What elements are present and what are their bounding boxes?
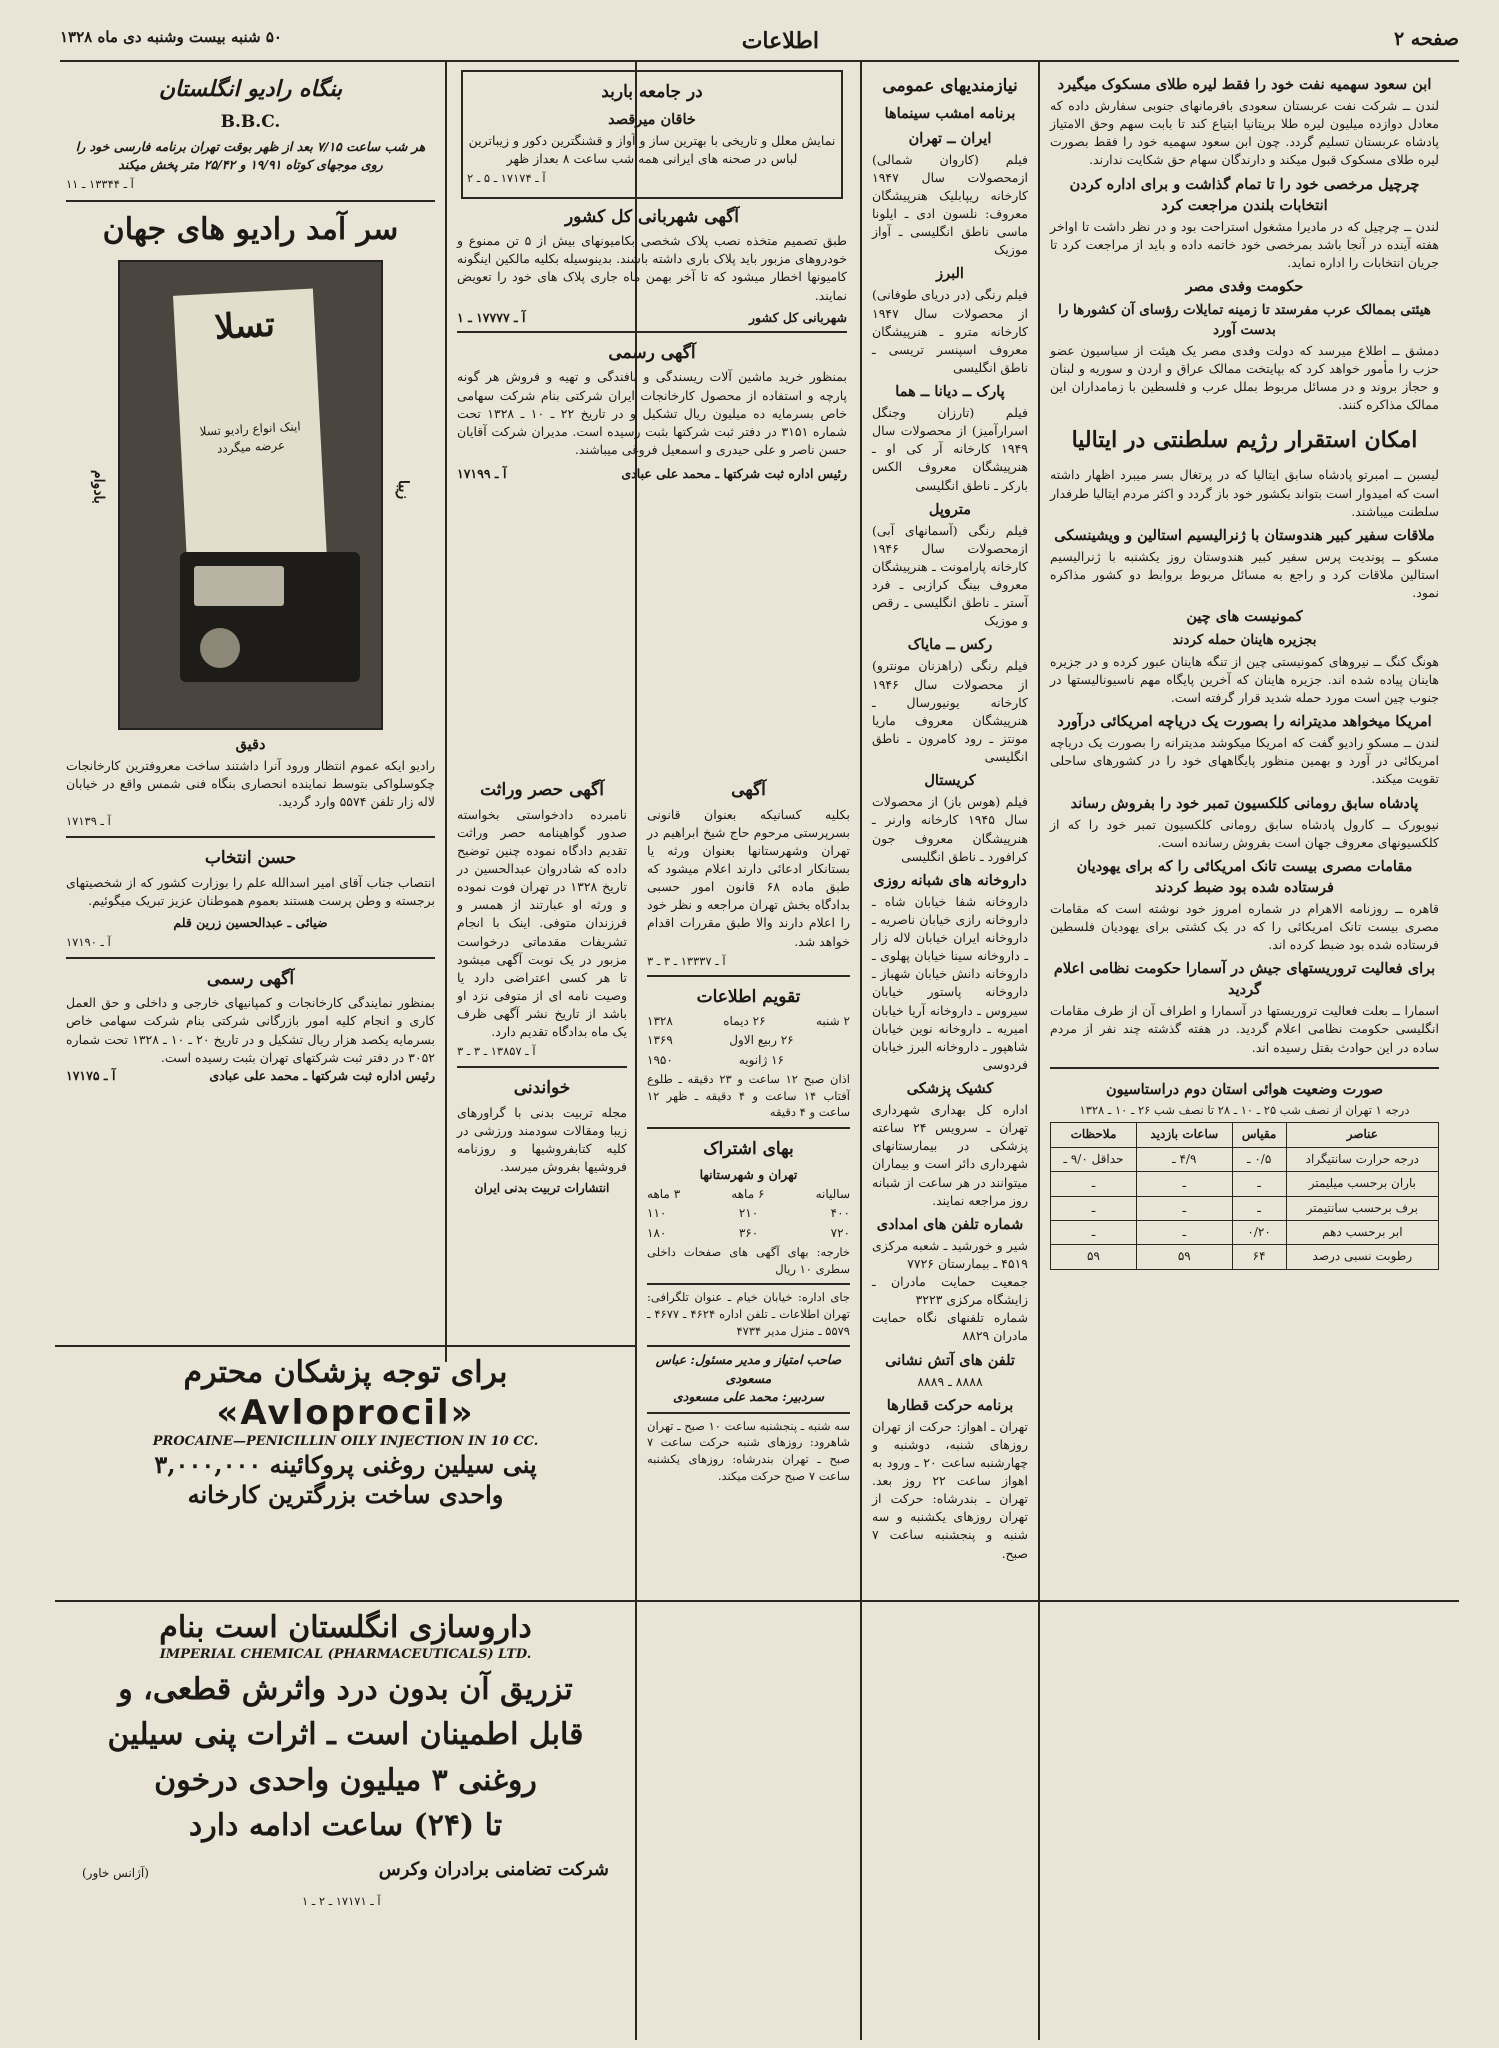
section-subtitle: برنامه امشب سینماها <box>884 104 1016 122</box>
subscription-row <box>647 1186 850 1203</box>
cinema-program: فیلم (تارزان وجنگل اسرارآمیز) از محصولات سال ۱۹۴۹ کارخانه آر کی او ـ هنرپیشگان معروف الکس بارکر ـ ناطق انگلیسی <box>872 405 1028 493</box>
weather-table <box>1050 1122 1439 1269</box>
phone-entry: جمعیت حمایت مادران ـ زایشگاه مرکزی ۳۲۲۳ <box>872 1274 1028 1308</box>
cinema-name: پارک ــ دیانا ــ هما <box>895 383 1005 401</box>
article-text: هونگ کنگ ــ نیروهای کمونیستی چین از تنگه هاینان عبور کرده و در جزیره هاینان پیاده شده اند. جزیره هاینان که آخرین پایگاه مهم ناسیونالیستها در جنوب چین است مورد حمله شدید قرار گرفته است. <box>1050 653 1439 706</box>
police-ad-text: طبق تصمیم متخذه نصب پلاک شخصی بکامیونهای بیش از ۵ تن ممنوع و خودروهای مزبور باید پلاک باری داشته باشند. بدینوسیله بکلیه مالکین اینگونه کامیونها اخطار میشود که تا آخر بهمن ماه جاری پلاک های خود را تعویض نمایند. <box>457 233 847 303</box>
weather-cell: باران برحسب میلیمتر <box>1286 1172 1438 1196</box>
theatre-show: خاقان میرقصد <box>608 110 696 128</box>
weather-cell: ـ <box>1136 1172 1232 1196</box>
headline: ملاقات سفیر کبیر هندوستان با ژنرالیسیم استالین و ویشینسکی <box>1054 526 1435 544</box>
headline: چرچیل مرخصی خود را تا تمام گذاشت و برای اداره کردن انتخابات بلندن مراجعت کرد <box>1069 175 1420 214</box>
bbc-title: بنگاه رادیو انگلستان <box>158 76 343 102</box>
calendar-cell: ۱۳۲۸ <box>647 1013 673 1028</box>
radio-tag: بادوام <box>90 469 107 504</box>
headline: مقامات مصری بیست تانک امریکائی را که برای یهودیان فرستاده شده بود ضبط کردند <box>1076 857 1413 896</box>
radio-ad-title: سر آمد رادیو های جهان <box>66 200 435 252</box>
inheritance-text: نامبرده دادخواستی بخواسته صدور گواهینامه حصر وراثت تقدیم دادگاه نموده چنین توضیح داده که شادروان عبدالحسین در تاریخ ۱۳۲۸ در تهران فوت نموده و ورثه او عبارتند از همسر و فرزندان متوفی. اینک با انجام تشریفات مقدماتی درخواست مزبور در یک نوبت آگهی میشود تا هر کسی اعتراضی دارد یا وصیت نامه ای از متوفی نزد او باشد از تاریخ نشر آگهی ظرف یک ماه بدادگاه تقدیم دارد. <box>457 806 627 1040</box>
distributor: شرکت تضامنی برادران وکرس <box>378 1858 609 1880</box>
weather-cell: ـ <box>1232 1172 1286 1196</box>
weather-cell: ۵۹ <box>1051 1245 1137 1269</box>
headline: کمونیست های چین <box>1186 608 1303 626</box>
ad-code: آ ـ ۱۷۷۷۷ ـ ۱ <box>457 309 526 325</box>
police-ad-footer <box>457 309 847 327</box>
ad-code: آ ـ ۱۷۱۷۴ ـ ۵ ـ ۲ <box>467 170 546 185</box>
radio-dial-icon <box>194 566 284 606</box>
section-title: داروخانه های شبانه روزی <box>873 871 1027 889</box>
calendar-row <box>647 1013 850 1030</box>
weather-row <box>1051 1172 1439 1196</box>
pharmacy-list: داروخانه شفا خیابان شاه ـ داروخانه رازی خیابان ناصریه ـ داروخانه ایران خیابان لاله زار ـ داروخانه سینا خیابان پهلوی ـ داروخانه دانش خیابان شهباز ـ داروخانه پاستور خیابان سیروس ـ داروخانه آریا خیابان امیریه ـ داروخانه نوین خیابان شاهپور ـ داروخانه البرز خیابان فردوسی <box>872 893 1028 1072</box>
article-text: لندن ــ چرچیل که در مادیرا مشغول استراحت بود و در نظر داشت تا اواخر هفته آینده در آنجا باشد بمرخصی خود خاتمه داده و باید از مراجعت کرد تا جریان انتخابات را اداره نماید. <box>1050 218 1439 270</box>
headline: حکومت وفدی مصر <box>1185 277 1304 295</box>
footer-rule <box>55 1600 1459 1602</box>
calendar-cell: ۱۶ ژانویه <box>738 1052 784 1067</box>
radio-ad-image <box>88 260 413 730</box>
cinema-program: فیلم (هوس باز) از محصولات سال ۱۹۴۵ کارخانه وارنر ـ هنرپیشگان معروف جون کرافورد ـ ناطق انگلیسی <box>872 794 1028 864</box>
radio-knob-icon <box>200 628 240 668</box>
column-rule <box>860 62 862 1600</box>
subscription-cell: ۳ ماهه <box>647 1186 681 1201</box>
radio-icon <box>180 552 360 682</box>
fire-phone: ۸۸۸۸ ـ ۸۸۸۹ <box>917 1373 983 1389</box>
article-text: لندن ــ شرکت نفت عربستان سعودی بافرمانهای جنوبی سفارش داده که معادل دوازده میلیون لیره طلا بریتانیا ابتیاع کند تا بابت سهم وحق الامتیاز پادشاه عربستان تسلیم گردد. چون ابن سعود سهمیه خود را فقط بصورت لیره طلای مسکوک قبول میکند و دارندگان سهام حق شکایت ندارند. <box>1050 98 1439 168</box>
cinema-name: ایران ــ تهران <box>908 129 992 147</box>
radio-ad-text: رادیو ایکه عموم انتظار ورود آنرا داشتند ساخت معروفترین کارخانجات چکوسلواکی بتوسط نماینده انحصاری بنگاه فنی شمس واقع در خیابان لاله زار تلفن ۵۵۷۴ وارد گردید. <box>66 757 435 810</box>
subscription-foreign: خارجه: بهای آگهی های صفحات داخلی سطری ۱۰ ریال <box>647 1245 850 1276</box>
weather-box <box>1050 1067 1439 1270</box>
left-column <box>58 66 443 1341</box>
magazine-title: خواندنی <box>513 1077 571 1098</box>
weather-cell: برف برحسب سانتیمتر <box>1286 1196 1438 1220</box>
ad-code: آ ـ ۱۷۱۷۱ ـ ۲ ـ ۱ <box>302 1893 381 1908</box>
subscription-title: بهای اشتراک <box>703 1139 794 1160</box>
ad-line: قابل اطمینان است ـ اثرات پنی سیلین <box>107 1717 584 1753</box>
theatre-text: نمایش معلل و تاریخی با بهترین ساز و آواز و قشنگترین دکور و زیباترین لباس در صحنه های ایرانی همه شب ساعت ۸ بعداز ظهر <box>468 132 836 166</box>
radio-photo <box>118 260 383 730</box>
official-ad-title: آگهی رسمی <box>206 968 295 989</box>
section-title: شماره تلفن های امدادی <box>876 1215 1024 1233</box>
subscription-box <box>647 1127 850 1277</box>
calendar-title: تقویم اطلاعات <box>696 987 801 1008</box>
headline: پادشاه سابق رومانی کلکسیون تمبر خود را بفروش رساند <box>1070 794 1419 812</box>
weather-cell: ۵۹ <box>1136 1245 1232 1269</box>
subscription-cell: ۷۲۰ <box>830 1225 850 1240</box>
official-ad <box>457 331 847 483</box>
page-number: صفحه ۲ <box>1393 28 1459 50</box>
magazine-ad <box>457 1066 627 1198</box>
cinema-program: فیلم رنگی (راهزنان مونترو) از محصولات سال ۱۹۴۶ کارخانه یونیورسال ـ هنرپیشگان معروف ماریا مونتز ـ رود کامرون ـ ناطق انگلیسی <box>872 658 1028 765</box>
cinema-name: البرز <box>936 265 964 283</box>
weather-cell: ـ <box>1051 1220 1137 1244</box>
product-desc: PROCAINE—PENICILLIN OILY INJECTION IN 10 CC. <box>152 1434 539 1449</box>
subscription-subtitle: تهران و شهرستانها <box>699 1166 798 1182</box>
weather-cell: ۰/۲۰ <box>1232 1220 1286 1244</box>
phone-entry: شیر و خورشید ـ شعبه مرکزی ۴۵۱۹ ـ بیمارستان ۷۷۲۶ <box>872 1237 1028 1271</box>
weather-subtitle: درجه ۱ تهران از نصف شب ۲۵ ـ ۱۰ ـ ۲۸ تا نصف شب ۲۶ ـ ۱۰ ـ ۱۳۲۸ <box>1079 1102 1410 1117</box>
product-name: «Avloprocil» <box>216 1392 475 1433</box>
inheritance-title: آگهی حصر وراثت <box>480 780 604 800</box>
ad-headline: برای توجه پزشکان محترم <box>183 1355 508 1390</box>
official-ad-text: بمنظور خرید ماشین آلات ریسندگی و بافندگی و تهیه و فروش هر گونه پارچه و استفاده از محصول کارخانجات ایران شرکتی بنام شرکت سهامی خاص بسرمایه ده میلیون ریال تشکیل و در تاریخ ۲۲ ـ ۱۰ ـ ۱۳۲۸ تحت شماره ۳۱۵۱ در دفتر ثبت شرکتها بثبت رسیده است. مدیران شرکت آقایان حسن ناصر و علی حیدری و اسمعیل فروغی میباشند. <box>457 369 848 457</box>
doctor-notice: اداره کل بهداری شهرداری تهران ـ سرویس ۲۴ ساعته پزشکی در بیمارستانهای شهرداری دائر است و بیماران میتوانند در هر ساعت از شبانه روز مراجعه نمایند. <box>872 1102 1028 1208</box>
official-ad-title: آگهی رسمی <box>608 342 696 363</box>
congrats-sign: ضیائی ـ عبدالحسین زرین قلم <box>173 914 328 930</box>
ad-code: آ ـ ۱۳۸۵۷ ـ ۳ ـ ۳ <box>457 1044 536 1059</box>
inheritance-column <box>449 770 635 1340</box>
weather-cell: رطوبت نسبی درصد <box>1286 1245 1438 1269</box>
bbc-text: هر شب ساعت ۷/۱۵ بعد از ظهر بوقت تهران برنامه فارسی خود را روی موجهای کوتاه ۱۹/۹۱ و ۲۵/۴۲ متر پخش میکند <box>75 138 426 172</box>
official-ad-footer <box>457 465 847 483</box>
ad-title: آگهی <box>731 780 766 800</box>
ad-text: بکلیه کسانیکه بعنوان قانونی بسرپرستی مرحوم حاج شیخ ابراهیم در تهران وشهرستانها بعنوان ورثه یا بستانکار ادعائی دارند اعلام میشود که طبق ماده ۶۸ قانون امور حسبی بدادگاه بخش تهران مراجعه و نظر خود را اعلام دارند والا طبق مقررات اقدام خواهد شد. <box>647 806 850 949</box>
brand-card <box>173 288 327 565</box>
weather-cell: ابر برحسب دهم <box>1286 1220 1438 1244</box>
column-rule <box>1038 62 1040 1600</box>
weather-cell: ـ <box>1136 1220 1232 1244</box>
ad-code: آ ـ ۱۷۱۷۵ <box>66 1067 116 1083</box>
column-rule <box>635 1600 637 2040</box>
official-ad-sign: رئیس اداره ثبت شرکتها ـ محمد علی عبادی <box>621 466 847 482</box>
ad-line: تزریق آن بدون درد واثرش قطعی، و <box>118 1671 573 1707</box>
agency: (آژانس خاور) <box>82 1865 149 1880</box>
article-text: لندن ــ مسکو رادیو گفت که امریکا میکوشد مدیترانه را بصورت یک دریاچه امریکائی در آورد و بهمین منظور پایگاههای خود را در کشورهای ساحلی تقویت میکند. <box>1050 735 1439 787</box>
official-ad-2 <box>66 957 435 1085</box>
weather-title: صورت وضعیت هوائی استان دوم دراستاسیون <box>1105 1080 1384 1098</box>
manufacturer: IMPERIAL CHEMICAL (PHARMACEUTICALS) LTD. <box>159 1646 532 1662</box>
headline: امکان استقرار رژیم سلطنتی در ایتالیا <box>1071 426 1418 453</box>
section-title: نیازمندیهای عمومی <box>882 76 1018 96</box>
editor-name: سردبیر: محمد علی مسعودی <box>672 1388 824 1404</box>
subscription-cell: ۴۰۰ <box>830 1206 850 1221</box>
section-title: کشیک پزشکی <box>906 1080 994 1098</box>
magazine-text: مجله تربیت بدنی با گراورهای زیبا ومقالات سودمند ورزشی در کلیه کتابفروشیها و روزنامه فروشیها بفروش میرسد. <box>457 1104 627 1174</box>
weather-header: ساعات بازدید <box>1136 1123 1232 1147</box>
bbc-latin: B.B.C. <box>220 111 281 132</box>
column-rule <box>445 62 447 1362</box>
weather-cell: ۰/۵ ـ <box>1232 1147 1286 1171</box>
ads-column <box>639 770 858 1596</box>
subscription-row <box>647 1225 850 1242</box>
weather-cell: ۴/۹ ـ <box>1136 1147 1232 1171</box>
calendar-box <box>647 975 850 1121</box>
weather-row <box>1051 1245 1439 1269</box>
article-text: نیویورک ــ کارول پادشاه سابق رومانی کلکسیون تمبر خود را که از کلکسیونهای معروف جهان است بفروش رسانده است. <box>1050 816 1439 850</box>
police-ad-title: آگهی شهربانی کل کشور <box>564 206 740 227</box>
cinema-name: رکس ــ مایاک <box>907 636 993 654</box>
notices-column <box>864 66 1036 1596</box>
train-schedule: تهران ـ اهواز: حرکت از تهران روزهای شنبه، دوشنبه و چهارشنبه ساعت ۲۰ ـ ورود به اهواز ساعت ۲۲ روز بعد. تهران ـ بندرشاه: حرکت از تهران روزهای یکشنبه و سه شنبه و پنجشنبه ساعت ۷ صبح. <box>872 1418 1028 1561</box>
section-title: تلفن های آتش نشانی <box>885 1351 1015 1369</box>
weather-header: مقیاس <box>1232 1123 1286 1147</box>
calendar-cell: ۲ شنبه <box>816 1013 850 1028</box>
article-text: قاهره ــ روزنامه الاهرام در شماره امروز خود نوشته است که مقامات مصری بیست تانک امریکائی را که در یک کشتی برای یهودیان فلسطین فرستاده شده بود ضبط کرده اند. <box>1050 900 1439 953</box>
prayer-times: اذان صبح ۱۲ ساعت و ۲۳ دقیقه ـ طلوع آفتاب ۱۴ ساعت و ۴ دقیقه ـ ظهر ۱۲ ساعت و ۴ دقیقه <box>647 1072 850 1120</box>
weather-row <box>1051 1147 1439 1171</box>
subscription-cell: سالیانه <box>815 1186 850 1201</box>
article-text: لیسبن ــ امبرتو پادشاه سابق ایتالیا که در پرتغال بسر میبرد اظهار داشته است که امیدوار است بتواند بکشور خود باز گردد و اکثر مردم ایتالیا طرفدار سلطنت میباشند. <box>1050 467 1439 519</box>
article-text: مسکو ــ پوندیت پرس سفیر کبیر هندوستان روز یکشنبه با ژنرالیسیم استالین ملاقات کرد و راجع به مسائل مربوط بروابط دو کشور مذاکره نمود. <box>1050 548 1439 601</box>
theatre-title: در جامعه باربد <box>601 82 703 102</box>
weather-header: عناصر <box>1286 1123 1438 1147</box>
ad-code: آ ـ ۱۷۱۹۰ <box>66 935 111 950</box>
paper-name: اطلاعات <box>741 28 819 54</box>
cinema-name: کریستال <box>924 772 976 790</box>
cinema-program: فیلم رنگی (آسمانهای آبی) ازمحصولات سال ۱۹۴۶ کارخانه پارامونت ـ هنرپیشگان معروف بینگ کرازبی ـ فرد آستر ـ ناطق انگلیسی ـ رقص و موزیک <box>872 522 1028 629</box>
masthead-signature <box>647 1345 850 1405</box>
issue-date: ۵۰ شنبه بیست وشنبه دی ماه ۱۳۲۸ <box>60 28 282 46</box>
calendar-row <box>647 1052 850 1069</box>
avloprocil-ad-lower <box>58 1605 633 2040</box>
magazine-publisher: انتشارات تربیت بدنی ایران <box>474 1181 610 1196</box>
congrats-text: انتصاب جناب آقای امیر اسدالله علم را بوزارت کشور که از شخصیتهای برجسته و وطن پرست هستند بعموم هموطنان عزیز تبریک میگوئیم. <box>66 874 435 908</box>
weather-cell: ـ <box>1136 1196 1232 1220</box>
calendar-row <box>647 1032 850 1049</box>
official-ad-sign: رئیس اداره ثبت شرکتها ـ محمد علی عبادی <box>209 1067 435 1083</box>
cinema-program: فیلم (کاروان شمالی) ازمحصولات سال ۱۹۴۷ کارخانه ریپابلیک هنرپیشگان معروف: نلسون ادی ـ ایلونا ماسی ناطق انگلیسی ـ آواز موزیک <box>872 151 1028 258</box>
headline: ابن سعود سهمیه نفت خود را فقط لیره طلای مسکوک میگیرد <box>1057 76 1432 93</box>
ad-line: پنی سیلین روغنی پروکائینه ۳,۰۰۰,۰۰۰ <box>154 1450 537 1480</box>
headline: امریکا میخواهد مدیترانه را بصورت یک دریاچه امریکائی درآورد <box>1057 713 1432 731</box>
calendar-cell: ۲۶ ربیع الاول <box>729 1033 794 1048</box>
subscription-cell: ۱۱۰ <box>647 1206 667 1221</box>
official-ad-footer <box>66 1067 435 1085</box>
weather-cell: حداقل ۹/۰ ـ <box>1051 1147 1137 1171</box>
page-header <box>60 22 1459 62</box>
article-text: اسمارا ــ بعلت فعالیت تروریستها در آسمارا و اطراف آن از طرف مقامات انگلیسی حکومت نظامی اعلام گردید. در هفته گذشته چند نفر از مردم ساده در این حوادث بقتل رسیده اند. <box>1050 1003 1439 1055</box>
ad-code: آ ـ ۱۷۱۳۹ <box>66 814 111 829</box>
office-address: جای اداره: خیابان خیام ـ عنوان تلگرافی: تهران اطلاعات ـ تلفن اداره ۴۶۲۴ ـ ۴۶۷۷ ـ ۵۵۷۹ ـ منزل مدیر ۴۷۳۴ <box>647 1283 850 1339</box>
ad-line: داروسازی انگلستان است بنام <box>159 1610 532 1645</box>
ad-rule <box>55 1345 635 1347</box>
congrats-ad <box>66 836 435 951</box>
weather-header: ملاحظات <box>1051 1123 1137 1147</box>
radio-tag: زیبا <box>395 479 411 500</box>
ad-line: روغنی ۳ میلیون واحدی درخون <box>154 1762 537 1798</box>
ad-footer <box>62 1859 629 1880</box>
subscription-row <box>647 1205 850 1222</box>
weather-cell: ۶۴ <box>1232 1245 1286 1269</box>
brand-slogan: اینک انواع رادیو تسلا عرضه میگردد <box>199 419 301 456</box>
ad-code: آ ـ ۱۳۳۴۴ ـ ۱۱ <box>66 176 134 191</box>
ad-code: آ ـ ۱۷۱۹۹ <box>457 466 507 482</box>
column-rule <box>860 1600 862 2040</box>
congrats-title: حسن انتخاب <box>204 848 297 869</box>
column-rule <box>1038 1600 1040 2040</box>
publisher-name: صاحب امتیاز و مدیر مسئول: عباس مسعودی <box>655 1352 842 1386</box>
weather-cell: ـ <box>1051 1196 1137 1220</box>
brand-name: تسلا <box>213 304 276 348</box>
cinema-name: متروپل <box>928 500 972 518</box>
calendar-cell: ۱۳۶۹ <box>647 1033 673 1048</box>
subscription-cell: ۳۶۰ <box>738 1225 759 1240</box>
calendar-cell: ۱۹۵۰ <box>647 1052 673 1067</box>
ads-top-column <box>449 66 855 766</box>
subscription-cell: ۲۱۰ <box>738 1206 759 1221</box>
sub-headline: بجزیره هاینان حمله کردند <box>1172 632 1317 649</box>
section-title: برنامه حرکت قطارها <box>886 1396 1014 1414</box>
ad-line: واحدی ساخت بزرگترین کارخانه <box>187 1480 504 1510</box>
news-column <box>1042 66 1447 1596</box>
bus-schedule: سه شنبه ـ پنجشنبه ساعت ۱۰ صبح ـ تهران شاهرود: روزهای شنبه حرکت ساعت ۷ صبح ـ تهران بندرشاه: روزهای یکشنبه ساعت ۷ صبح حرکت میکند. <box>647 1412 850 1485</box>
subscription-cell: ۱۸۰ <box>647 1225 667 1240</box>
weather-row <box>1051 1220 1439 1244</box>
headline: برای فعالیت تروریستهای جیش در آسمارا حکومت نظامی اعلام گردید <box>1053 960 1436 999</box>
theatre-ad <box>461 70 843 199</box>
cinema-program: فیلم رنگی (در دریای طوفانی) از محصولات سال ۱۹۴۷ کارخانه مترو ـ هنرپیشگان معروف اسپنسر تریسی ـ ناطق انگلیسی <box>872 287 1028 375</box>
radio-tag: دقیق <box>235 735 266 753</box>
ad-code: آ ـ ۱۳۳۳۷ ـ ۳ ـ ۳ <box>647 953 726 968</box>
weather-row <box>1051 1196 1439 1220</box>
police-ad-sign: شهربانی کل کشور <box>748 309 847 325</box>
calendar-cell: ۲۶ دیماه <box>723 1013 766 1028</box>
sub-headline: هیئتی بممالک عرب مفرستد تا زمینه تمایلات رؤسای آن کشورها را بدست آورد <box>1058 301 1431 338</box>
official-ad-text: بمنظور نمایندگی کارخانجات و کمپانیهای خارجی و داخلی و حق العمل کاری و انجام کلیه امور بازرگانی شرکتی بنام شرکت سهامی خاص بسرمایه یکصد هزار ریال تشکیل و در تاریخ ۲۰ ـ ۱۰ ـ ۱۳۲۸ تحت شماره ۳۰۵۲ در دفتر ثبت شرکتهای تهران بثبت رسیده است. <box>66 995 435 1065</box>
article-text: دمشق ــ اطلاع میرسد که دولت وفدی مصر یک هیئت از سیاسیون عضو حزب را مأمور خواهد کرد که بپایتخت ممالک عراق و اردن و سوریه و لبنان و حجاز بروند و در مسائل مربوط بملل عرب و فلسطین با زمامداران این ممالک مذاکره کنند. <box>1050 343 1439 413</box>
header-rule <box>60 60 1459 62</box>
avloprocil-ad <box>58 1350 633 1595</box>
subscription-cell: ۶ ماهه <box>731 1186 765 1201</box>
weather-cell: درجه حرارت سانتیگراد <box>1286 1147 1438 1171</box>
weather-cell: ـ <box>1232 1196 1286 1220</box>
phone-entry: شماره تلفنهای نگاه حمایت مادران ۸۸۲۹ <box>872 1310 1028 1344</box>
weather-cell: ـ <box>1051 1172 1137 1196</box>
ad-line: تا (۲۴) ساعت ادامه دارد <box>188 1808 503 1844</box>
